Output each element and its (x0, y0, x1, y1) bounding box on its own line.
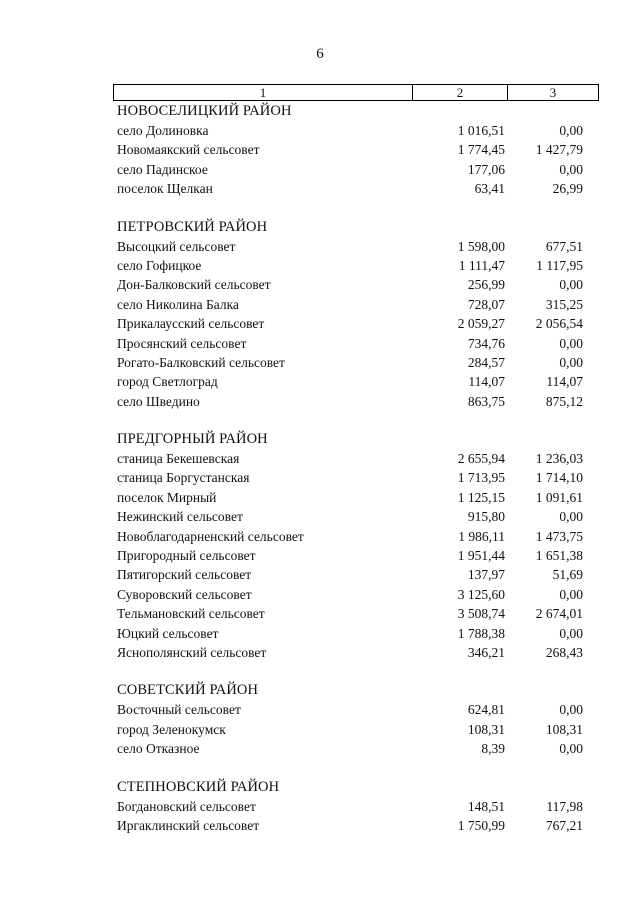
table-row (113, 624, 599, 643)
row-value-col2: 2 059,27 (457, 316, 505, 332)
row-name: Иргаклинский сельсовет (117, 817, 260, 833)
row-name: село Гофицкое (117, 257, 202, 273)
table-row (113, 295, 599, 314)
row-name: Яснополянский сельсовет (117, 644, 267, 660)
page-number: 6 (316, 46, 324, 62)
row-value-col3: 108,31 (545, 721, 583, 737)
row-name: село Николина Балка (117, 296, 239, 312)
table-row (113, 488, 599, 507)
row-value-col3: 0,00 (559, 702, 583, 718)
row-value-col2: 1 713,95 (457, 470, 505, 486)
row-value-col2: 1 125,15 (457, 489, 505, 505)
row-value-col2: 1 750,99 (457, 817, 505, 833)
table-body (113, 102, 599, 854)
table-row (113, 604, 599, 623)
district-title: ПЕТРОВСКИЙ РАЙОН (117, 218, 268, 235)
row-name: Пятигорский сельсовет (117, 567, 252, 583)
row-value-col2: 1 986,11 (458, 528, 505, 544)
row-name: поселок Щелкан (117, 181, 213, 197)
table-row (113, 179, 599, 198)
row-value-col3: 2 056,54 (535, 316, 583, 332)
row-name: поселок Мирный (117, 489, 217, 505)
row-value-col3: 0,00 (559, 354, 583, 370)
row-value-col3: 0,00 (559, 335, 583, 351)
table-row (113, 739, 599, 758)
row-name: село Отказное (117, 741, 200, 757)
row-value-col2: 284,57 (467, 354, 505, 370)
table-row (113, 372, 599, 391)
district-title: СОВЕТСКИЙ РАЙОН (117, 682, 259, 699)
table-row (113, 353, 599, 372)
district-title: НОВОСЕЛИЦКИЙ РАЙОН (117, 103, 292, 119)
row-value-col3: 0,00 (559, 123, 583, 138)
row-name: Рогато-Балковский сельсовет (117, 354, 285, 370)
row-value-col3: 1 117,95 (536, 257, 583, 273)
row-value-col3: 114,07 (546, 374, 583, 390)
row-value-col2: 2 655,94 (457, 451, 505, 467)
row-value-col3: 0,00 (559, 277, 583, 293)
row-value-col3: 0,00 (559, 586, 583, 602)
table-row (113, 275, 599, 294)
district-section (113, 218, 599, 412)
row-value-col2: 1 788,38 (457, 625, 505, 641)
row-value-col2: 148,51 (467, 798, 505, 814)
row-name: Высоцкий сельсовет (117, 238, 236, 254)
row-name: город Зеленокумск (117, 721, 226, 737)
table-row (113, 140, 599, 159)
row-name: город Светлоград (117, 374, 218, 390)
table-row (113, 816, 599, 835)
row-value-col2: 915,80 (467, 509, 505, 525)
row-name: Новоблагодарненский сельсовет (117, 528, 304, 544)
row-value-col2: 346,21 (467, 644, 505, 660)
row-value-col3: 1 473,75 (535, 528, 583, 544)
table-row (113, 507, 599, 526)
row-value-col2: 624,81 (467, 702, 505, 718)
row-name: Суворовский сельсовет (117, 586, 252, 602)
row-value-col3: 0,00 (559, 161, 583, 177)
row-value-col2: 63,41 (474, 181, 505, 197)
row-value-col2: 734,76 (467, 335, 505, 351)
district-title: ПРЕДГОРНЫЙ РАЙОН (117, 431, 268, 448)
row-name: Дон-Балковский сельсовет (117, 277, 271, 293)
row-value-col3: 0,00 (559, 741, 583, 757)
table-row (113, 585, 599, 604)
table-row (113, 720, 599, 739)
row-name: село Падинское (117, 161, 208, 177)
table-header (113, 84, 599, 101)
table-row (113, 314, 599, 333)
row-value-col3: 117,98 (546, 798, 583, 814)
row-value-col3: 1 714,10 (535, 470, 583, 486)
row-value-col3: 1 651,38 (535, 548, 583, 564)
table-row (113, 256, 599, 275)
row-name: станица Бекешевская (117, 451, 240, 467)
table-row (113, 237, 599, 256)
row-value-col3: 268,43 (545, 644, 583, 660)
row-name: Тельмановский сельсовет (117, 606, 265, 622)
row-value-col2: 1 016,51 (457, 123, 505, 138)
row-name: село Долиновка (117, 123, 209, 138)
row-value-col3: 1 236,03 (535, 451, 583, 467)
district-section (113, 778, 599, 836)
row-value-col2: 3 125,60 (457, 586, 505, 602)
district-section (113, 430, 599, 662)
row-value-col3: 1 427,79 (535, 142, 583, 158)
row-value-col3: 0,00 (559, 625, 583, 641)
row-value-col2: 728,07 (467, 296, 505, 312)
row-name: Нежинский сельсовет (117, 509, 243, 525)
row-value-col3: 315,25 (545, 296, 583, 312)
district-section (113, 681, 599, 758)
row-name: Пригородный сельсовет (117, 548, 256, 564)
row-name: Новомаякский сельсовет (117, 142, 260, 158)
row-value-col2: 137,97 (467, 567, 505, 583)
row-name: Просянский сельсовет (117, 335, 247, 351)
row-value-col2: 256,99 (467, 277, 505, 293)
row-value-col3: 51,69 (552, 567, 583, 583)
district-section (113, 102, 599, 199)
row-name: село Шведино (117, 393, 200, 409)
row-value-col2: 1 111,47 (458, 257, 505, 273)
row-value-col3: 677,51 (545, 238, 583, 254)
row-value-col2: 1 774,45 (457, 142, 505, 158)
table-row (113, 160, 599, 179)
row-value-col2: 1 951,44 (457, 548, 505, 564)
row-value-col2: 863,75 (467, 393, 505, 409)
row-value-col2: 1 598,00 (457, 238, 505, 254)
table-row (113, 797, 599, 816)
row-value-col3: 0,00 (559, 509, 583, 525)
row-value-col3: 767,21 (545, 817, 583, 833)
table-row (113, 468, 599, 487)
row-value-col3: 26,99 (552, 181, 583, 197)
row-value-col2: 114,07 (468, 374, 505, 390)
table-row (113, 449, 599, 468)
row-name: Юцкий сельсовет (117, 625, 219, 641)
row-name: Богдановский сельсовет (117, 798, 256, 814)
table-row (113, 334, 599, 353)
row-value-col2: 3 508,74 (457, 606, 505, 622)
row-value-col2: 108,31 (467, 721, 505, 737)
column-header-2: 2 (413, 85, 508, 100)
table-row (113, 546, 599, 565)
row-value-col3: 1 091,61 (535, 489, 583, 505)
table-row (113, 643, 599, 662)
row-value-col3: 875,12 (545, 393, 583, 409)
table-row (113, 392, 599, 411)
row-value-col2: 8,39 (481, 741, 505, 757)
row-name: Прикалаусский сельсовет (117, 316, 265, 332)
row-name: станица Боргустанская (117, 470, 250, 486)
column-header-1: 1 (114, 85, 413, 100)
table-row (113, 700, 599, 719)
row-value-col3: 2 674,01 (535, 606, 583, 622)
table-row (113, 121, 599, 140)
row-value-col2: 177,06 (467, 161, 505, 177)
column-header-3: 3 (549, 85, 557, 100)
row-name: Восточный сельсовет (117, 702, 241, 718)
district-title: СТЕПНОВСКИЙ РАЙОН (117, 778, 280, 795)
table-row (113, 527, 599, 546)
table-row (113, 565, 599, 584)
